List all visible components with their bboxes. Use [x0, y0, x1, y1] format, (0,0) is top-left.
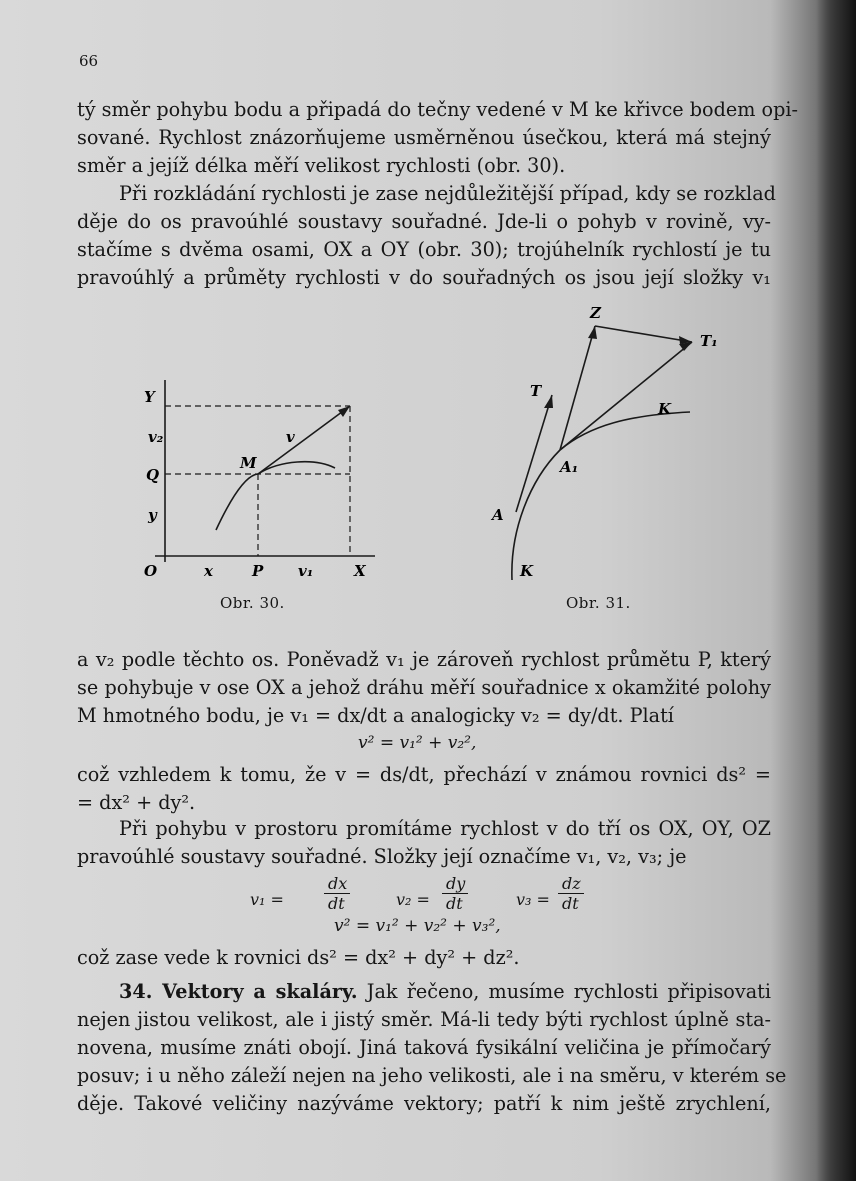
label-X: X	[354, 562, 366, 580]
trajectory-curve	[216, 462, 335, 530]
label-M: M	[240, 454, 257, 472]
label-O: O	[144, 562, 158, 580]
text-line: posuv; i u něho záleží nejen na jeho velikosti, ale i na směru, v kterém se	[77, 1064, 787, 1087]
label-T1: T₁	[700, 332, 718, 350]
text-line: = dx² + dy².	[77, 791, 196, 814]
text-line: se pohybuje v ose OX a jehož dráhu měří souřadnice x okamžité polohy	[77, 676, 771, 699]
text-line: což vzhledem k tomu, že v = ds/dt, přechází v známou rovnici ds² =	[77, 763, 771, 786]
paragraph-6	[77, 944, 771, 972]
label-A1: A₁	[560, 458, 579, 476]
eq-dt3: dt	[562, 894, 579, 913]
paragraph-3	[77, 646, 771, 730]
label-Y: Y	[144, 388, 155, 406]
text-line: stačíme s dvěma osami, OX a OY (obr. 30); trojúhelník rychlostí je tu	[77, 238, 771, 261]
eq-v1: v₁ =	[250, 890, 284, 909]
text-line: směr a jejíž délka měří velikost rychlosti (obr. 30).	[77, 154, 566, 177]
eq-dt1: dt	[328, 894, 345, 913]
label-K-top: K	[658, 400, 672, 418]
figure-30	[130, 380, 390, 580]
figure-31-caption: Obr. 31.	[566, 594, 631, 612]
text-line: a v₂ podle těchto os. Poněvadž v₁ je zároveň rychlost průmětu P, který	[77, 648, 771, 671]
eq-dx: dx	[328, 874, 348, 893]
text-line-rest: Jak řečeno, musíme rychlosti připisovati	[357, 980, 771, 1003]
section-34	[77, 978, 787, 1118]
tangent-T1	[560, 342, 692, 450]
paragraph-4	[77, 761, 771, 817]
book-gutter-shadow	[816, 0, 856, 1181]
label-Q: Q	[146, 466, 160, 484]
label-K-bottom: K	[520, 562, 534, 580]
label-T: T	[530, 382, 542, 400]
label-v1: v₁	[298, 562, 314, 580]
tangent-T	[516, 395, 552, 512]
label-v2: v₂	[148, 428, 164, 446]
text-line: pravoúhlé soustavy souřadné. Složky její označíme v₁, v₂, v₃; je	[77, 845, 687, 868]
paragraph-2	[77, 180, 776, 292]
eq-v3: v₃ =	[516, 890, 550, 909]
label-Z: Z	[590, 304, 601, 322]
section-heading: 34. Vektory a skaláry.	[119, 980, 358, 1003]
text-line	[77, 978, 771, 1006]
equation-3: v² = v₁² + v₂² + v₃²,	[334, 916, 501, 936]
paragraph-5	[77, 815, 771, 871]
label-A: A	[492, 506, 504, 524]
vector-ZT1	[595, 326, 692, 342]
eq-dt2: dt	[446, 894, 463, 913]
paragraph-1	[77, 96, 798, 180]
label-y: y	[148, 506, 157, 524]
text-line: pravoúhlý a průměty rychlosti v do souřadných os jsou její složky v₁	[77, 266, 771, 289]
text-line: děje do os pravoúhlé soustavy souřadné. Jde-li o pohyb v rovině, vy-	[77, 210, 771, 233]
text-line: děje. Takové veličiny nazýváme vektory; patří k nim ještě zrychlení,	[77, 1092, 771, 1115]
label-x: x	[204, 562, 213, 580]
arrowhead	[338, 406, 350, 417]
label-P: P	[252, 562, 264, 580]
text-line: sované. Rychlost znázorňujeme usměrněnou úsečkou, která má stejný	[77, 126, 771, 149]
text-line: M hmotného bodu, je v₁ = dx/dt a analogicky v₂ = dy/dt. Platí	[77, 704, 674, 727]
text-line: což zase vede k rovnici ds² = dx² + dy² + dz².	[77, 946, 520, 969]
eq-v2: v₂ =	[396, 890, 430, 909]
text-line: novena, musíme znáti obojí. Jiná taková fysikální veličina je přímočarý	[77, 1036, 771, 1059]
eq-dz: dz	[562, 874, 581, 893]
arrowhead	[588, 326, 597, 339]
page-number: 66	[79, 52, 99, 70]
figure-30-caption: Obr. 30.	[220, 594, 285, 612]
arrowhead	[544, 395, 553, 408]
text-line: tý směr pohybu bodu a připadá do tečny vedené v M ke křivce bodem opi-	[77, 98, 798, 121]
velocity-vector	[258, 406, 350, 474]
equation-1: v² = v₁² + v₂²,	[358, 733, 477, 753]
text-line: Při rozkládání rychlosti je zase nejdůležitější případ, kdy se rozklad	[119, 182, 776, 205]
text-line: Při pohybu v prostoru promítáme rychlost v do tří os OX, OY, OZ	[119, 817, 771, 840]
label-v: v	[286, 428, 295, 446]
eq-dy: dy	[446, 874, 466, 893]
text-line: nejen jistou velikost, ale i jistý směr. Má-li tedy býti rychlost úplně sta-	[77, 1008, 771, 1031]
figure-31	[480, 300, 730, 590]
